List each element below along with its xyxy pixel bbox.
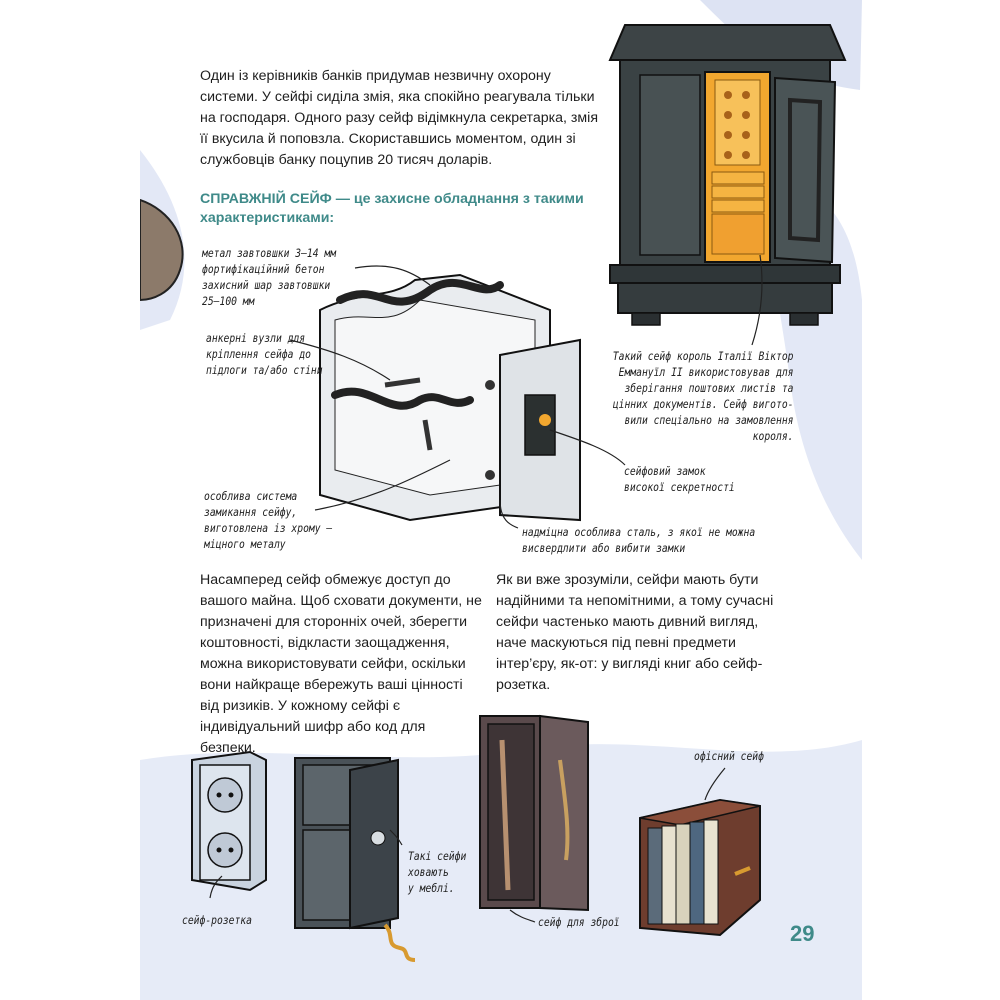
king-safe-illustration <box>610 25 845 325</box>
definition-heading: СПРАВЖНІЙ СЕЙФ — це захисне обладнання з такими характеристиками: <box>200 191 584 226</box>
label-office-safe: офісний сейф <box>694 749 764 763</box>
label-weapon-safe: сейф для зброї <box>538 915 620 929</box>
cutaway-safe-illustration <box>320 275 580 520</box>
label-metal-thickness: метал завтовшки 3–14 мм фортифікаційний бетон захисний шар завтовшки 25–100 мм <box>202 246 337 308</box>
page-number: 29 <box>790 921 815 946</box>
socket-safe-illustration <box>192 752 266 898</box>
label-high-security-lock: сейфовий замок високої секретності <box>624 464 735 494</box>
label-locking-system: особлива система замикання сейфу, виготовлена із хрому – міцного металу <box>204 489 333 551</box>
label-anchors: анкерні вузли для кріплення сейфа до підлоги та/або стіни <box>206 331 323 377</box>
left-column-text: Насамперед сейф обмежує доступ до вашого майна. Щоб сховати документи, не призначені для сторонніх очей, зберегти коштовності, відкласти заощадження, можна використовувати сейфи, оскільки вони найкраще вбережуть ваші цінності від ризиків. У кожному сейфі є індивідуальний шифр або код для безпеки. <box>200 572 482 756</box>
right-column-text: Як ви вже зрозуміли, сейфи мають бути надійними та непомітними, а тому сучасні сейфи частенько мають дивний вигляд, наче маскуються під певні предмети інтер’єру, як-от: у вигляді книг або сейф-розетка. <box>496 572 774 693</box>
story-paragraph: Один із керівників банків придумав незвичну охорону системи. У сейфі сиділа змія, яка спокійно реагувала тільки на господаря. Одного разу сейф відімкнула секретарка, змія її вкусила й поповзла. Скориставшись моментом, один зі службовців банку поцупив 20 тисяч доларів. <box>200 68 599 168</box>
book-page <box>140 0 862 1000</box>
gun-safe-illustration <box>480 716 588 922</box>
label-socket-safe: сейф-розетка <box>182 913 252 927</box>
label-furniture-safe: Такі сейфи ховають у меблі. <box>408 849 467 895</box>
label-super-steel: надміцна особлива сталь, з якої не можна висвердлити або вибити замки <box>522 525 756 555</box>
label-king-safe: Такий сейф король Італії Віктор Еммануїл II використовував для зберігання поштових листів та цінних документів. Сейф вигото- вили спеціально на замовлення короля. <box>612 349 794 443</box>
